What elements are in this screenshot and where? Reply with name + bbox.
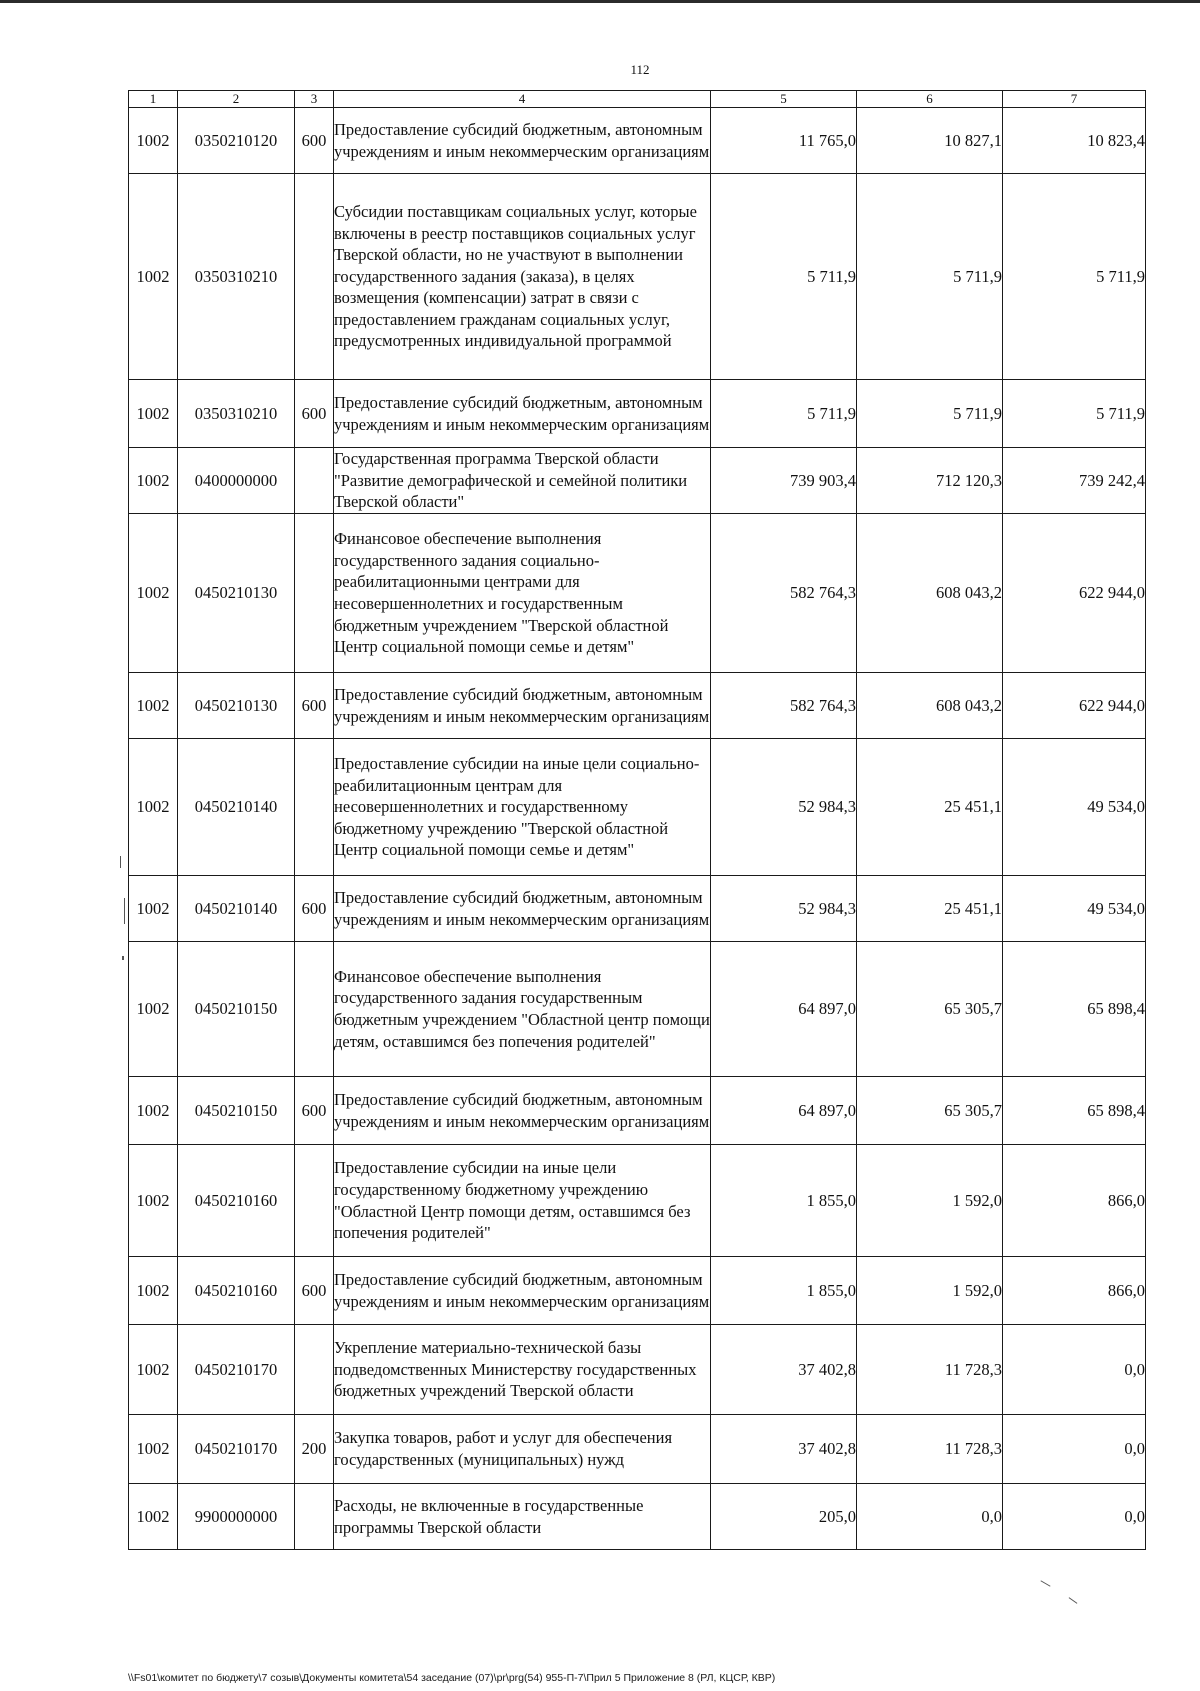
section-code: 1002 [129, 448, 178, 514]
scan-artifact-mark [124, 898, 125, 924]
amount-col-7: 49 534,0 [1003, 739, 1146, 876]
target-code: 0400000000 [178, 448, 295, 514]
description: Субсидии поставщикам социальных услуг, которые включены в реестр поставщиков социальных услуг Тверской области, но не участвуют в выполнении государственного задания (заказа), в целях возмещения (компенсации) затрат в связи с предоставлением гражданам социальных услуг, предусмотренных индивидуальной программой [334, 174, 711, 380]
description: Предоставление субсидий бюджетным, автономным учреждениям и иным некоммерческим организациям [334, 1077, 711, 1145]
expense-type: 600 [295, 1257, 334, 1325]
section-code: 1002 [129, 1415, 178, 1484]
expense-type: 600 [295, 673, 334, 739]
target-code: 0450210170 [178, 1415, 295, 1484]
target-code: 0450210130 [178, 514, 295, 673]
table-row [129, 380, 1146, 448]
table-row [129, 1145, 1146, 1257]
section-code: 1002 [129, 514, 178, 673]
section-code: 1002 [129, 108, 178, 174]
table-row [129, 1484, 1146, 1550]
target-code: 0450210170 [178, 1325, 295, 1415]
amount-col-5: 1 855,0 [711, 1257, 857, 1325]
table-row [129, 448, 1146, 514]
target-code: 0450210150 [178, 1077, 295, 1145]
expense-type [295, 739, 334, 876]
amount-col-7: 5 711,9 [1003, 380, 1146, 448]
description: Предоставление субсидий бюджетным, автономным учреждениям и иным некоммерческим организациям [334, 108, 711, 174]
description: Предоставление субсидии на иные цели государственному бюджетному учреждению "Областной Центр помощи детям, оставшимся без попечения родителей" [334, 1145, 711, 1257]
amount-col-6: 0,0 [857, 1484, 1003, 1550]
header-col-4: 4 [334, 91, 711, 108]
scan-artifact-mark [1069, 1597, 1078, 1604]
description: Государственная программа Тверской области "Развитие демографической и семейной политики Тверской области" [334, 448, 711, 514]
description: Закупка товаров, работ и услуг для обеспечения государственных (муниципальных) нужд [334, 1415, 711, 1484]
amount-col-6: 712 120,3 [857, 448, 1003, 514]
expense-type [295, 514, 334, 673]
amount-col-5: 5 711,9 [711, 174, 857, 380]
amount-col-5: 11 765,0 [711, 108, 857, 174]
amount-col-7: 5 711,9 [1003, 174, 1146, 380]
expense-type [295, 1145, 334, 1257]
amount-col-6: 11 728,3 [857, 1415, 1003, 1484]
amount-col-5: 64 897,0 [711, 942, 857, 1077]
target-code: 0450210160 [178, 1145, 295, 1257]
table-row [129, 739, 1146, 876]
header-col-6: 6 [857, 91, 1003, 108]
target-code: 0350210120 [178, 108, 295, 174]
amount-col-6: 608 043,2 [857, 673, 1003, 739]
header-col-2: 2 [178, 91, 295, 108]
target-code: 0450210130 [178, 673, 295, 739]
amount-col-5: 52 984,3 [711, 876, 857, 942]
amount-col-7: 10 823,4 [1003, 108, 1146, 174]
amount-col-6: 1 592,0 [857, 1257, 1003, 1325]
table-row [129, 1077, 1146, 1145]
section-code: 1002 [129, 1325, 178, 1415]
target-code: 0450210160 [178, 1257, 295, 1325]
amount-col-5: 37 402,8 [711, 1415, 857, 1484]
amount-col-6: 65 305,7 [857, 1077, 1003, 1145]
amount-col-7: 622 944,0 [1003, 514, 1146, 673]
amount-col-5: 5 711,9 [711, 380, 857, 448]
description: Финансовое обеспечение выполнения государственного задания государственным бюджетным учреждением "Областной центр помощи детям, оставшимся без попечения родителей" [334, 942, 711, 1077]
amount-col-5: 582 764,3 [711, 673, 857, 739]
target-code: 0350310210 [178, 174, 295, 380]
expense-type [295, 174, 334, 380]
expense-type: 600 [295, 108, 334, 174]
description: Укрепление материально-технической базы подведомственных Министерству государственных бюджетных учреждений Тверской области [334, 1325, 711, 1415]
amount-col-7: 0,0 [1003, 1325, 1146, 1415]
description: Предоставление субсидий бюджетным, автономным учреждениям и иным некоммерческим организациям [334, 380, 711, 448]
budget-table [128, 90, 1146, 1550]
amount-col-6: 25 451,1 [857, 876, 1003, 942]
amount-col-5: 739 903,4 [711, 448, 857, 514]
amount-col-7: 65 898,4 [1003, 1077, 1146, 1145]
expense-type: 200 [295, 1415, 334, 1484]
amount-col-5: 205,0 [711, 1484, 857, 1550]
description: Финансовое обеспечение выполнения государственного задания социально-реабилитационными центрами для несовершеннолетних и государственным бюджетным учреждением "Тверской областной Центр социальной помощи семье и детям" [334, 514, 711, 673]
description: Предоставление субсидий бюджетным, автономным учреждениям и иным некоммерческим организациям [334, 1257, 711, 1325]
section-code: 1002 [129, 876, 178, 942]
expense-type: 600 [295, 1077, 334, 1145]
amount-col-6: 10 827,1 [857, 108, 1003, 174]
amount-col-7: 739 242,4 [1003, 448, 1146, 514]
amount-col-7: 866,0 [1003, 1257, 1146, 1325]
amount-col-6: 11 728,3 [857, 1325, 1003, 1415]
amount-col-6: 5 711,9 [857, 380, 1003, 448]
description: Предоставление субсидии на иные цели социально-реабилитационным центрам для несовершеннолетних и государственному бюджетному учреждению "Тверской областной Центр социальной помощи семье и детям" [334, 739, 711, 876]
section-code: 1002 [129, 739, 178, 876]
amount-col-6: 5 711,9 [857, 174, 1003, 380]
scan-top-edge [0, 0, 1200, 3]
description: Предоставление субсидий бюджетным, автономным учреждениям и иным некоммерческим организациям [334, 673, 711, 739]
table-row [129, 1415, 1146, 1484]
expense-type [295, 1325, 334, 1415]
section-code: 1002 [129, 673, 178, 739]
table-row [129, 174, 1146, 380]
amount-col-5: 52 984,3 [711, 739, 857, 876]
footer-file-path: \\Fs01\комитет по бюджету\7 созыв\Документы комитета\54 заседание (07)\pr\prg(54) 955-П-7\Прил 5 Приложение 8 (РЛ, КЦСР, КВР) [128, 1672, 776, 1684]
table-row [129, 1257, 1146, 1325]
header-col-7: 7 [1003, 91, 1146, 108]
expense-type: 600 [295, 380, 334, 448]
description: Предоставление субсидий бюджетным, автономным учреждениям и иным некоммерческим организациям [334, 876, 711, 942]
expense-type [295, 942, 334, 1077]
section-code: 1002 [129, 942, 178, 1077]
section-code: 1002 [129, 174, 178, 380]
header-col-1: 1 [129, 91, 178, 108]
amount-col-6: 608 043,2 [857, 514, 1003, 673]
table-row [129, 942, 1146, 1077]
amount-col-7: 0,0 [1003, 1415, 1146, 1484]
expense-type [295, 448, 334, 514]
table-row [129, 514, 1146, 673]
amount-col-7: 65 898,4 [1003, 942, 1146, 1077]
amount-col-5: 582 764,3 [711, 514, 857, 673]
target-code: 0450210140 [178, 739, 295, 876]
amount-col-5: 37 402,8 [711, 1325, 857, 1415]
section-code: 1002 [129, 1145, 178, 1257]
description: Расходы, не включенные в государственные программы Тверской области [334, 1484, 711, 1550]
header-col-3: 3 [295, 91, 334, 108]
header-col-5: 5 [711, 91, 857, 108]
target-code: 0350310210 [178, 380, 295, 448]
table-row [129, 876, 1146, 942]
amount-col-7: 0,0 [1003, 1484, 1146, 1550]
target-code: 0450210140 [178, 876, 295, 942]
table-header-row [129, 91, 1146, 108]
scan-artifact-mark [1040, 1580, 1050, 1586]
amount-col-6: 1 592,0 [857, 1145, 1003, 1257]
target-code: 0450210150 [178, 942, 295, 1077]
section-code: 1002 [129, 1077, 178, 1145]
amount-col-6: 65 305,7 [857, 942, 1003, 1077]
section-code: 1002 [129, 1257, 178, 1325]
expense-type: 600 [295, 876, 334, 942]
amount-col-7: 866,0 [1003, 1145, 1146, 1257]
section-code: 1002 [129, 380, 178, 448]
target-code: 9900000000 [178, 1484, 295, 1550]
table-row [129, 108, 1146, 174]
amount-col-5: 64 897,0 [711, 1077, 857, 1145]
amount-col-7: 622 944,0 [1003, 673, 1146, 739]
page-number: 112 [630, 62, 650, 77]
scan-artifact-mark [120, 856, 121, 868]
amount-col-5: 1 855,0 [711, 1145, 857, 1257]
table-row [129, 673, 1146, 739]
table-row [129, 1325, 1146, 1415]
scan-artifact-mark [122, 956, 124, 960]
section-code: 1002 [129, 1484, 178, 1550]
amount-col-6: 25 451,1 [857, 739, 1003, 876]
amount-col-7: 49 534,0 [1003, 876, 1146, 942]
expense-type [295, 1484, 334, 1550]
